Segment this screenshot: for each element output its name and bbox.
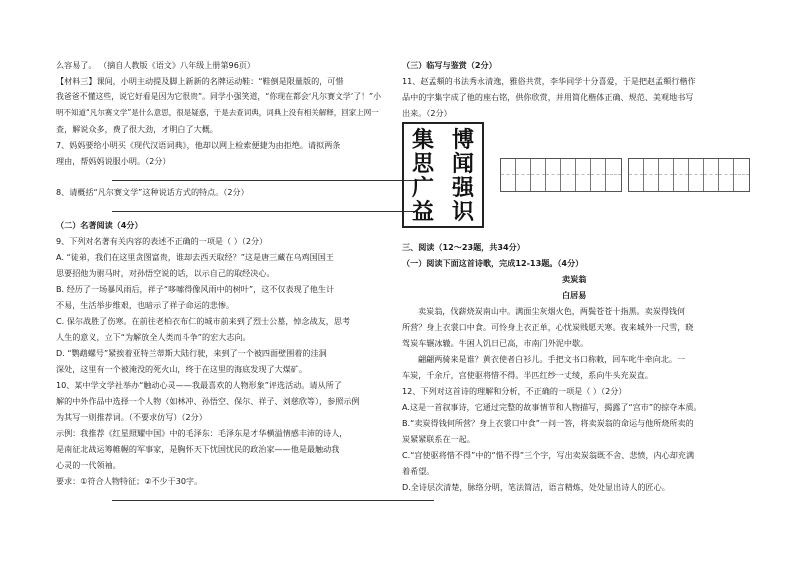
option-b: B. 经历了一场暴风雨后，祥子“哆嗦得像风雨中的树叶”，这不仅表现了他生计: [56, 284, 335, 294]
poem-author: 白居易: [562, 290, 587, 300]
grid-cell[interactable]: [734, 159, 749, 191]
example-line: 示例：我推荐《红星照耀中国》中的毛泽东：毛泽东是才华横溢情感丰沛的诗人，: [56, 428, 348, 438]
answer-line[interactable]: [112, 500, 434, 501]
section-title-calligraphy: （三）临写与鉴赏（2分）: [402, 60, 497, 70]
text-line: 思要招他为驸马时，对孙悟空说的话，以示自己的取经决心。: [56, 268, 275, 278]
option-b: B.“卖炭得钱何所营？身上衣裳口中食”一问一答，将卖炭翁的命运与他所烧所卖的: [402, 418, 694, 428]
grid-cell[interactable]: [704, 159, 719, 191]
calligraphy-char: 闻: [452, 151, 475, 177]
question-12: 12、下列对这首诗的理解和分析，不正确的一项是（ ）（2分）: [402, 386, 627, 396]
question-9: 9、下列对名著有关内容的表述不正确的一项是（ ）（2分）: [56, 236, 268, 246]
calligraphy-char: 思: [412, 151, 435, 177]
text-line: 品中的字集字成了他的座右铭，供你欣赏，并用简化楷体正确、规范、美观地书写: [402, 92, 694, 102]
calligraphy-char: 博: [452, 127, 475, 153]
grid-cell[interactable]: [591, 159, 606, 191]
grid-cell[interactable]: [629, 159, 644, 191]
question-7: 7、妈妈要给小明买《现代汉语词典》，他却以网上检索便捷为由拒绝。请拟两条: [56, 140, 341, 150]
grid-cell[interactable]: [659, 159, 674, 191]
material-three: 【材料三】课间，小明主动提及脚上新新的名牌运动鞋：“鞋倒是限量版的，可惜: [56, 76, 344, 86]
question-8: 8、请概括“凡尔赛文学”这种说话方式的特点。（2分）: [56, 187, 249, 197]
grid-cell[interactable]: [561, 159, 576, 191]
grid-cell[interactable]: [674, 159, 689, 191]
text-line: 明不知道“凡尔赛文学”是什么意思，很是疑惑，于是去查词典，词典上没有相关解释，回家上网一: [56, 108, 379, 117]
grid-cell[interactable]: [576, 159, 591, 191]
grid-cell[interactable]: [501, 159, 516, 191]
question-11: 11、赵孟頫的书法秀永清逸，雅俗共赏，李华同学十分喜爱，于是把赵孟頫行楷作: [402, 76, 696, 86]
text-line: 心灵的一代领袖。: [56, 460, 121, 470]
text-line: 不易，生活举步维艰，也暗示了祥子命运的悲惨。: [56, 300, 235, 310]
text-line: 解的中外作品中选择一个人物（如林冲、孙悟空、保尔、祥子、刘慈欣等），参照示例: [56, 396, 360, 406]
section-title-classics: （二）名著阅读（4分）: [56, 220, 143, 230]
calligraphy-char: 益: [412, 199, 435, 225]
option-a: A.这是一首叙事诗，它通过完整的故事情节和人物描写，揭露了“宫市”的掠夺本质。: [402, 402, 702, 412]
answer-line[interactable]: [112, 211, 418, 212]
poem-line: 驾炭车辗冰辙。牛困人饥日已高，市南门外泥中歇。: [402, 338, 589, 348]
question-10: 10、某中学文学社举办“触动心灵——我最喜欢的人物形象”评选活动。请从所了: [56, 380, 342, 390]
poem-title: 卖炭翁: [562, 274, 587, 284]
text-line: 理由，帮妈妈说服小明。（2分）: [56, 156, 171, 166]
text-line: 炭紧紧联系在一起。: [402, 434, 475, 444]
text-line: 么容易了。 （摘自人教版《语文》八年级上册第96页）: [56, 60, 256, 70]
text-line: 出来。（2分）: [402, 108, 452, 118]
text-line: 人生的意义，立下“为解放全人类而斗争”的宏大志向。: [56, 332, 251, 342]
answer-line[interactable]: [112, 180, 418, 181]
grid-cell[interactable]: [606, 159, 621, 191]
option-d: D. “鹦鹉螺号”紧挨着亚特兰蒂斯大陆行驶，来到了一个被四面壁围着的洼洞: [56, 348, 327, 358]
reading-subtitle: （一）阅读下面这首诗歌，完成12-13题。（4分）: [402, 258, 584, 268]
calligraphy-char: 识: [452, 199, 475, 225]
text-line: 是南征北战运筹帷幄的军事家，是胸怀天下忧国忧民的政治家——他是最触动我: [56, 444, 340, 454]
text-line: 深处，这里有一个被淹没的死火山，终于在这里的海底发现了大煤矿。: [56, 364, 307, 374]
option-a: A. “徒弟，我们在这里贪图富贵，谁却去西天取经？”这是唐三藏在乌鸡国国王: [56, 252, 334, 262]
section-title-reading: 三、阅读（12～23题，共34分）: [402, 242, 525, 252]
grid-cell[interactable]: [719, 159, 734, 191]
poem-line: 翩翩两骑来是谁？黄衣使者白衫儿。手把文书口称敕，回车叱牛牵向北。一: [418, 354, 686, 364]
calligraphy-image: [402, 122, 484, 228]
poem-line: 卖炭翁，伐薪烧炭南山中。满面尘灰烟火色，两鬓苍苍十指黑。卖炭得钱何: [418, 306, 686, 316]
grid-cell[interactable]: [531, 159, 546, 191]
text-line: 我爸爸不懂这些，说它好看是因为它很贵”。同学小强笑道，“你现在都会‘凡尔赛文学’了！”小: [56, 92, 382, 101]
option-c: C. 保尔战胜了伤寒。在前往老柏衣布仁的城市前来到了烈士公墓，悼念战友，思考: [56, 316, 351, 326]
grid-cell[interactable]: [546, 159, 561, 191]
grid-cell[interactable]: [689, 159, 704, 191]
poem-line: 所营？身上衣裳口中食。可怜身上衣正单，心忧炭贱愿天寒。夜来城外一尺雪，晓: [402, 322, 694, 332]
option-c: C.“宫使驱将惜不得”中的“惜不得”三个字，写出卖炭翁既不舍、悲愤，内心却充满: [402, 450, 695, 460]
writing-grid-2[interactable]: [628, 158, 750, 192]
calligraphy-char: 广: [412, 175, 435, 201]
grid-cell[interactable]: [516, 159, 531, 191]
option-d: D.全诗层次清楚，脉络分明，笔法简洁，语言精炼，处处显出诗人的匠心。: [402, 482, 670, 492]
text-line: 为其写一则推荐词。（不要求仿写）（2分）: [56, 412, 207, 422]
calligraphy-char: 强: [452, 175, 475, 201]
grid-cell[interactable]: [644, 159, 659, 191]
text-line: 查，解说众多，费了很大劲，才明白了大概。: [56, 124, 218, 134]
text-line: 着希望。: [402, 466, 435, 476]
poem-line: 车炭，千余斤，宫使驱将惜不得。半匹红纱一丈绫，系向牛头充炭直。: [402, 370, 653, 380]
requirements: 要求：①符合人物特征；②不少于30字。: [56, 476, 203, 486]
writing-grid-1[interactable]: [500, 158, 622, 192]
calligraphy-char: 集: [412, 127, 435, 153]
